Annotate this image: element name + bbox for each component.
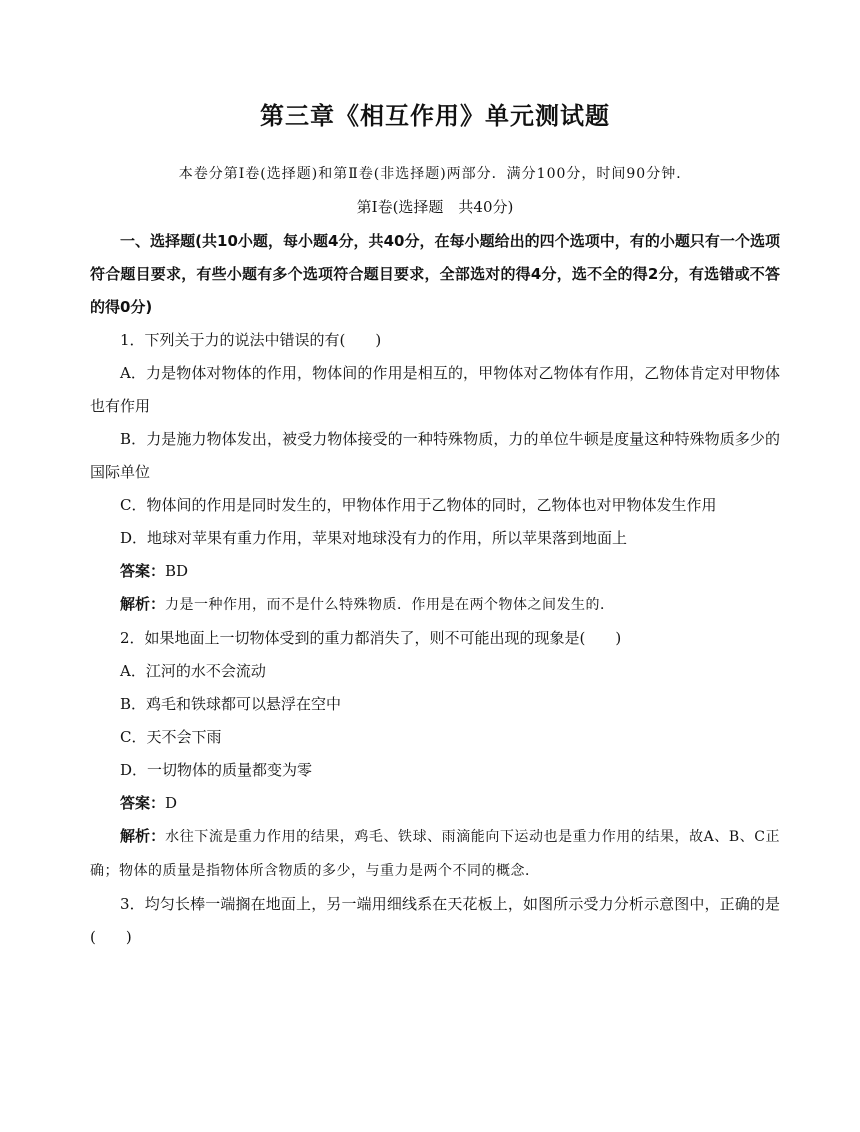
question-1-option-d: D．地球对苹果有重力作用，苹果对地球没有力的作用，所以苹果落到地面上 xyxy=(120,529,628,547)
question-body xyxy=(90,225,780,954)
page-title: 第三章《相互作用》单元测试题 xyxy=(260,102,610,130)
question-3-stem: 3．均匀长棒一端搁在地面上，另一端用细线系在天花板上，如图所示受力分析示意图中，正确的是( ) xyxy=(90,895,780,946)
answer-value: BD xyxy=(165,562,189,580)
exam-intro: 本卷分第Ⅰ卷(选择题)和第Ⅱ卷(非选择题)两部分．满分100分，时间90分钟． xyxy=(178,166,692,182)
analysis-label: 解析： xyxy=(120,595,166,613)
question-1-analysis xyxy=(90,588,780,622)
analysis-text: 水往下流是重力作用的结果，鸡毛、铁球、雨滴能向下运动也是重力作用的结果，故A、B、C正确；物体的质量是指物体所含物质的多少，与重力是两个不同的概念． xyxy=(90,829,780,879)
question-1-option-b: B．力是施力物体发出，被受力物体接受的一种特殊物质，力的单位牛顿是度量这种特殊物质多少的国际单位 xyxy=(90,430,780,481)
question-2-answer xyxy=(90,787,780,820)
question-1-option-c: C．物体间的作用是同时发生的，甲物体作用于乙物体的同时，乙物体也对甲物体发生作用 xyxy=(120,496,717,514)
answer-value: D xyxy=(165,794,178,812)
section-heading: 第Ⅰ卷(选择题 共40分) xyxy=(356,198,514,216)
answer-label: 答案： xyxy=(120,562,166,580)
answer-label: 答案： xyxy=(120,794,166,812)
question-1-stem: 1．下列关于力的说法中错误的有( ) xyxy=(120,331,382,349)
question-1-option-a: A．力是物体对物体的作用，物体间的作用是相互的，甲物体对乙物体有作用，乙物体肯定对甲物体也有作用 xyxy=(90,364,780,415)
question-2-option-d: D．一切物体的质量都变为零 xyxy=(120,761,313,779)
question-2-stem: 2．如果地面上一切物体受到的重力都消失了，则不可能出现的现象是( ) xyxy=(120,629,622,647)
question-2-option-b: B．鸡毛和铁球都可以悬浮在空中 xyxy=(120,695,342,713)
question-2-option-a: A．江河的水不会流动 xyxy=(120,662,266,680)
analysis-text: 力是一种作用，而不是什么特殊物质．作用是在两个物体之间发生的． xyxy=(165,597,615,613)
question-2-option-c: C．天不会下雨 xyxy=(120,728,222,746)
analysis-label: 解析： xyxy=(120,827,166,845)
question-1-answer xyxy=(90,555,780,588)
question-2-analysis xyxy=(90,820,780,888)
part-instructions: 一、选择题(共10小题，每小题4分，共40分，在每小题给出的四个选项中，有的小题只有一个选项符合题目要求，有些小题有多个选项符合题目要求，全部选对的得4分，选不全的得2分，有选错或不答的得0分) xyxy=(90,232,780,316)
